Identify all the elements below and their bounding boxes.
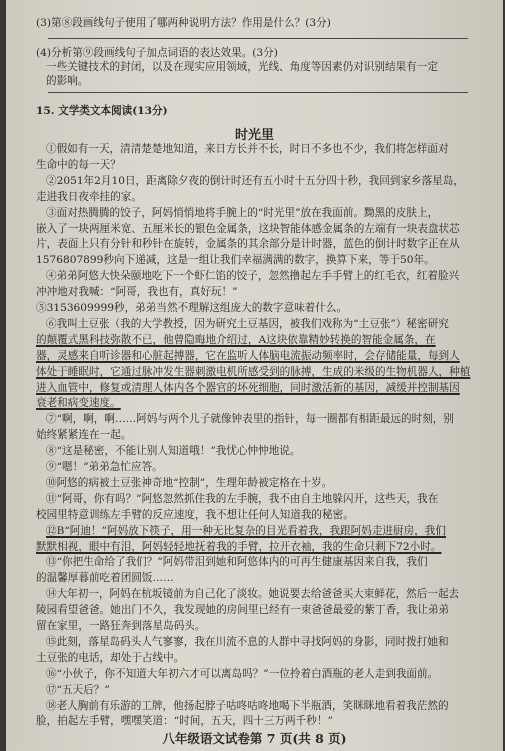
passage-line: ②2051年2月10日，距离除夕夜的倒计时还有五小时十五分四十秒，我回到家乡落星岛， <box>46 174 464 187</box>
passage-line: 陵园看望爸爸。她出门不久，我发现她的房间里已经有一束爸爸最爱的紫丁香，我让弟弟 <box>36 604 450 617</box>
passage-line: 的温馨厚暮前吃着团圆饭…… <box>36 572 174 585</box>
answer-text-line: 的影响。 <box>46 75 89 87</box>
passage-line: ③面对热腾腾的饺子，阿妈悄悄地将手腕上的“时光里”放在我面前。黝黑的皮肤上， <box>46 206 439 219</box>
passage-line: ⑦“啊，啊，啊……阿妈与两个儿子就像钟表里的指针，每一圈都有相距最远的时刻，别 <box>46 413 454 426</box>
passage-title: 时光里 <box>234 128 274 143</box>
question-4: (4)分析第⑨段画线句子加点词语的表达效果。(3分) <box>36 47 278 59</box>
passage-line: ⑪“阿哥，你有吗？”阿悠忽然抓住我的左手腕，我不由自主地躲闪开，这些天，我在 <box>46 492 439 505</box>
passage-line: 留在家里，一路狂奔到落星岛码头。 <box>36 620 206 632</box>
passage-line: 默默相视，眼中有泪，阿妈轻轻地抚着我的手臂，拉开衣袖，我的生命只剩下72小时。 <box>36 540 442 553</box>
passage-line: ④弟弟阿悠大快朵颐地吃下一个虾仁馅的饺子，忽然撸起左手手臂上的红毛衣，红着脸兴 <box>46 270 460 283</box>
passage-line: ⑭大年初一，阿妈在杭坂镜前为自己化了淡妆。她说要去给爸爸买大束鲜花，然后一起去 <box>46 588 460 601</box>
passage-line: ⑩阿悠的病被土豆张神奇地“控制”，生理年龄被定格在十岁。 <box>46 476 333 489</box>
passage-line: 体处于睡眠时，它通过脉冲发生器刺激电机所感受到的脉搏，生成的米级的生物机器人，种植 <box>36 365 471 378</box>
answer-text-line: 一些关键技术的封闭，以及在现实应用领域，光线、角度等因素仍对识别结果有一定 <box>46 61 438 73</box>
passage-line: 片，表面上只有分针和秒针在旋转，金属条的其余部分是计时器，蓝色的倒计时数字正在从 <box>36 238 460 251</box>
passage-line: 的颠覆式黑科技弥散不已，他曾隐晦地介绍过，A这块依靠精妙转换的智能金属条，在 <box>36 333 436 346</box>
passage-line: ⑫B“阿迪！”阿妈放下筷子，用一种无比复杂的目光看着我，我跟阿妈走进厨房，我们 <box>46 524 446 537</box>
passage-line: ⑰“五天后？” <box>46 683 110 696</box>
answer-line <box>48 38 468 39</box>
passage-line: 进入血管中，修复或清理人体内各个器官的坏死细胞，同时激活新的基因，减缓并控制基因 <box>36 381 460 394</box>
passage-line: ⑥我叫土豆张（我的大学教授，因为研究土豆基因，被我们戏称为“土豆张”）秘密研究 <box>46 317 449 330</box>
passage-line: ⑯“小伙子，你不知道大年初六才可以离岛吗？”一位拎着白酒瓶的老人走到我面前。 <box>46 667 439 680</box>
passage-line: 土豆张的电话，却处于占线中。 <box>36 651 185 664</box>
exam-page <box>6 0 503 751</box>
section-heading: 15. 文学类文本阅读(13分) <box>36 105 168 117</box>
answer-line <box>48 92 468 93</box>
page-footer: 八年级语文试卷第 7 页(共 8 页) <box>162 731 347 746</box>
passage-line: 衰老和病变速度。 <box>36 397 121 410</box>
question-3: (3)第⑧段画线句子使用了哪两种说明方法？作用是什么？(3分) <box>36 17 331 29</box>
passage-line: 冲冲地对我喊：“阿哥，我也有，真好玩！” <box>36 286 238 299</box>
passage-line: 走进我日夜牵挂的家。 <box>36 190 142 203</box>
passage-line: ⑤3153609999秒，弟弟当然不理解这组庞大的数字意味着什么。 <box>36 302 348 314</box>
passage-line: 器，灵感来自听诊器和心脏起搏器，它在监听人体脑电流振动频率时，会存储能量，每到人 <box>36 349 460 362</box>
passage-line: ⑮此刻，落星岛码头人气寥寥，我在川流不息的人群中寻找阿妈的身影，同时拨打她和 <box>46 635 449 648</box>
passage-line: 1576807899秒向下递减，这是一组让我们幸福满满的数字，换算下来，等于50年。 <box>36 254 435 267</box>
passage-line: ⑱老人胸前有乐游的工牌，他扬起脖子咕咚咕咚地喝下半瓶酒，笑眯眯地看着我茫然的 <box>46 699 449 712</box>
passage-line: 脸，拍起左手臂，嘿嘿笑道：“时间，五天，四十三万两千秒！” <box>36 715 333 728</box>
passage-line: ①假如有一天，清清楚楚地知道，来日方长并不长，时日不多也不少，我们将怎样面对 <box>46 143 449 155</box>
passage-line: ⑬“你把生命给了我们？”阿妈带泪到她和阿悠体内的可再生健康基因来自我，我们 <box>46 556 428 569</box>
passage-line: 嵌入了一块两厘米宽、五厘米长的银色金属条，这块智能体感金属条的左端有一块表盘状芯 <box>36 222 460 235</box>
passage-line: 始终紧紧连在一起。 <box>36 429 132 442</box>
passage-line: 校园里特意训练左手臂的反应速度，我不想让任何人知道我的秘密。 <box>36 508 354 521</box>
passage-line: 生命中的每一天？ <box>36 158 121 171</box>
passage-line: ⑨“嗯！”弟弟急忙应答。 <box>46 461 163 473</box>
passage-line: ⑧“这是秘密，不能让别人知道哦！”我忧心忡忡地说。 <box>46 445 301 458</box>
